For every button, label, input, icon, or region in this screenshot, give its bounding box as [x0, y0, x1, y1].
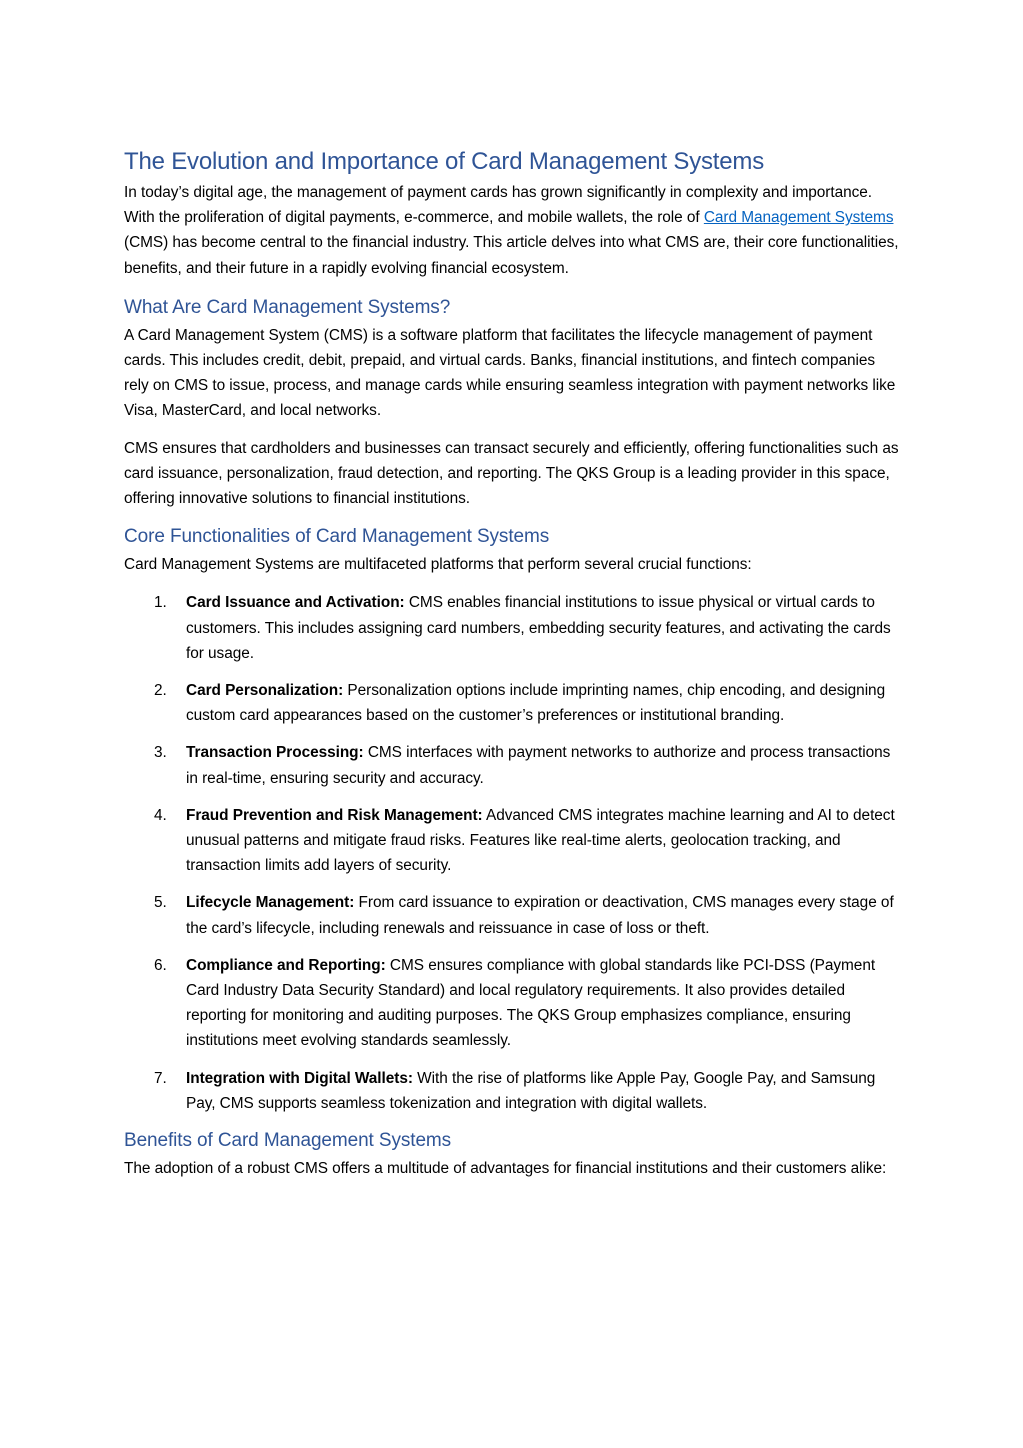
list-item-title: Fraud Prevention and Risk Management:: [186, 806, 483, 824]
document-title: The Evolution and Importance of Card Management Systems: [124, 148, 765, 175]
list-item-number: 2.: [154, 682, 167, 700]
section-heading-core-functionalities: Core Functionalities of Card Management Systems: [124, 526, 550, 548]
list-item-number: 7.: [154, 1069, 167, 1087]
list-item-text: With the rise of platforms like Apple Pay, Google Pay, and Samsung Pay, CMS supports seamless tokenization and integration with digital wallets.: [186, 1069, 876, 1112]
list-item: [124, 803, 902, 879]
list-item-title: Compliance and Reporting:: [186, 956, 386, 974]
list-item: [124, 953, 902, 1054]
list-item-title: Card Issuance and Activation:: [186, 594, 405, 612]
list-item: [124, 890, 902, 940]
intro-text-after-link: (CMS) has become central to the financial industry. This article delves into what CMS are, their core functionalities, benefits, and their future in a rapidly evolving financial ecosystem.: [124, 234, 899, 277]
list-item-body: [186, 1066, 902, 1116]
core-functionalities-intro: Card Management Systems are multifaceted platforms that perform several crucial functions:: [124, 556, 752, 574]
list-item-title: Lifecycle Management:: [186, 894, 355, 912]
list-item-text: CMS enables financial institutions to issue physical or virtual cards to customers. This includes assigning card numbers, embedding security features, and activating the cards for usage.: [186, 594, 891, 662]
list-item-body: [186, 890, 902, 940]
list-item-number: 4.: [154, 806, 167, 824]
list-item-body: [186, 590, 902, 666]
section-heading-what-are-cms: What Are Card Management Systems?: [124, 296, 451, 318]
list-item-number: 5.: [154, 894, 167, 912]
list-item-body: [186, 678, 902, 728]
section-heading-benefits: Benefits of Card Management Systems: [124, 1130, 452, 1152]
list-item-text: Personalization options include imprinting names, chip encoding, and designing custom card appearances based on the customer’s preferences or institutional branding.: [186, 682, 886, 725]
list-item: [124, 590, 902, 666]
list-item-number: 1.: [154, 594, 167, 612]
list-item-text: CMS interfaces with payment networks to authorize and process transactions in real-time, ensuring security and accuracy.: [186, 744, 891, 787]
what-are-cms-paragraph-2: CMS ensures that cardholders and businesses can transact securely and efficiently, offering functionalities such as card issuance, personalization, fraud detection, and reporting. The QKS Group is a leading provider in this space, offering innovative solutions to financial institutions.: [124, 439, 899, 508]
intro-text-before-link: In today’s digital age, the management of payment cards has grown significantly in complexity and importance. With the proliferation of digital payments, e-commerce, and mobile wallets, the role of: [124, 184, 872, 227]
list-item-number: 6.: [154, 956, 167, 974]
document-page: [124, 146, 902, 1181]
card-management-systems-link[interactable]: Card Management Systems: [703, 209, 894, 227]
list-item-title: Integration with Digital Wallets:: [186, 1069, 413, 1087]
list-item: [124, 1066, 902, 1116]
list-item-body: [186, 740, 902, 790]
what-are-cms-paragraph-1: A Card Management System (CMS) is a software platform that facilitates the lifecycle management of payment cards. This includes credit, debit, prepaid, and virtual cards. Banks, financial institutions, and fintech companies rely on CMS to issue, process, and manage cards while ensuring seamless integration with payment networks like Visa, MasterCard, and local networks.: [124, 326, 896, 420]
list-item-number: 3.: [154, 744, 167, 762]
core-functionalities-list: [124, 590, 902, 1116]
list-item-title: Transaction Processing:: [186, 744, 364, 762]
list-item-text: CMS ensures compliance with global standards like PCI-DSS (Payment Card Industry Data Security Standard) and local regulatory requirements. It also provides detailed reporting for monitoring and auditing purposes. The QKS Group emphasizes compliance, ensuring institutions meet evolving standards seamlessly.: [186, 956, 876, 1050]
benefits-intro: The adoption of a robust CMS offers a multitude of advantages for financial institutions and their customers alike:: [124, 1160, 887, 1178]
list-item: [124, 740, 902, 790]
list-item-body: [186, 803, 902, 879]
list-item-body: [186, 953, 902, 1054]
list-item: [124, 678, 902, 728]
list-item-title: Card Personalization:: [186, 682, 344, 700]
intro-paragraph: [124, 180, 902, 281]
list-item-text: Advanced CMS integrates machine learning and AI to detect unusual patterns and mitigate fraud risks. Features like real-time alerts, geolocation tracking, and transaction limits add layers of security.: [186, 806, 895, 875]
list-item-text: From card issuance to expiration or deactivation, CMS manages every stage of the card’s lifecycle, including renewals and reissuance in case of loss or theft.: [186, 894, 894, 937]
